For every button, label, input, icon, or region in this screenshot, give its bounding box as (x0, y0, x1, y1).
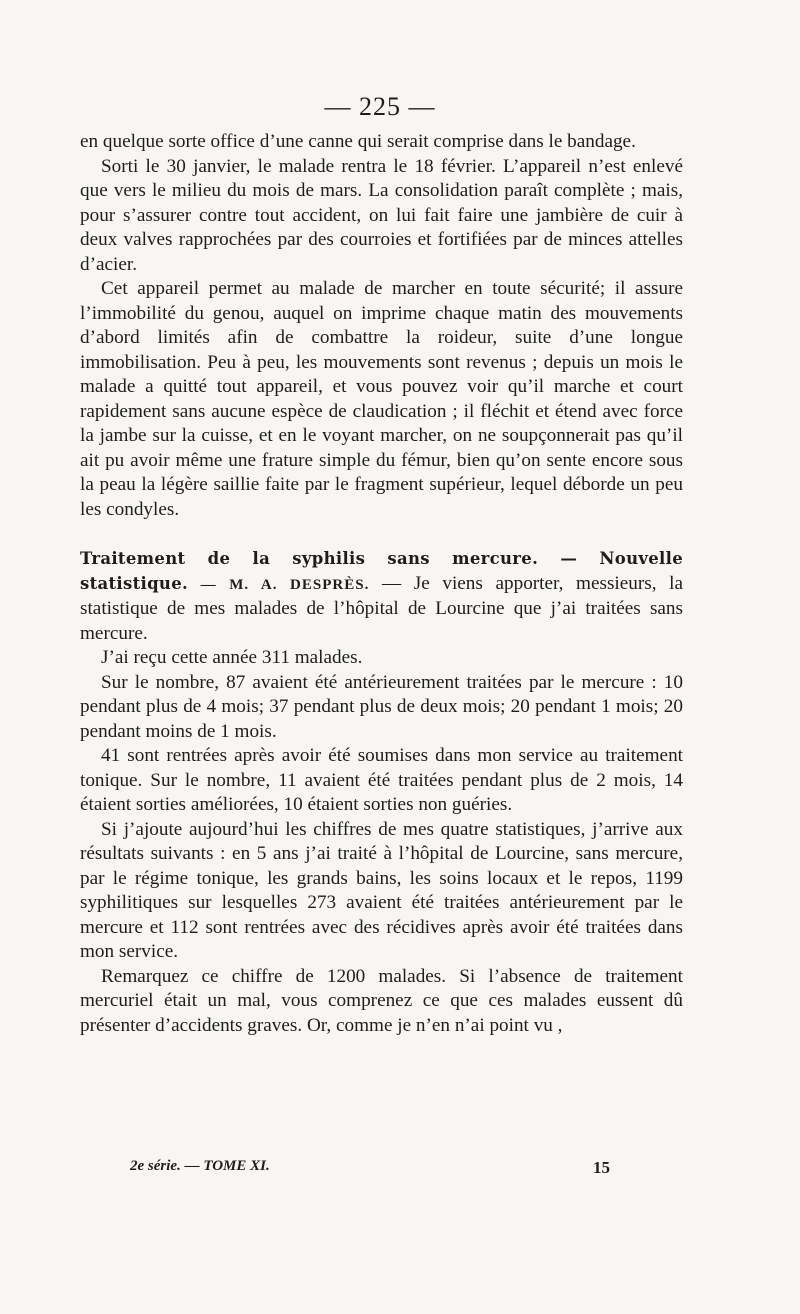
paragraph: Cet appareil permet au malade de marcher en toute sécurité; il assure l’immobilité du genou, auquel on imprime chaque matin des mouvements d’abord limités afin de combattre la roideur, suite d’une longue immobilisation. Peu à peu, les mouvements sont revenus ; depuis un mois le malade a quitté tout appareil, et vous pouvez voir qu’il marche et court rapidement sans aucune espèce de claudication ; il fléchit et étend avec force la jambe sur la cuisse, et en le voyant marcher, on ne soupçonnerait pas qu’il ait pu avoir même une frature simple du fémur, bien qu’on sente encore sous la peau la légère saillie faite par le fragment supérieur, lequel déborde un peu les condyles. (80, 278, 683, 520)
paragraph: Si j’ajoute aujourd’hui les chiffres de mes quatre statistiques, j’arrive aux résultats suivants : en 5 ans j’ai traité à l’hôpital de Lourcine, sans mercure, par le régime tonique, les grands bains, les soins locaux et le repos, 1199 syphilitiques sur lesquelles 273 avaient été traitées antérieurement par le mercure et 112 sont rentrées avec des récidives après avoir été traitées dans mon service. (80, 818, 683, 962)
section-lead-text: — Je viens apporter, messieurs, la statistique de mes malades de l’hôpital de Lourcine que j’ai traitées sans mercure. (80, 572, 683, 644)
paragraph: Sorti le 30 janvier, le malade rentra le 18 février. L’appareil n’est enlevé que vers le milieu du mois de mars. La consolidation paraît complète ; mais, pour s’assurer contre tout accident, on lui fait faire une jambière de cuir à deux valves rapprochées par des courroies et fortifiées par de minces attelles d’acier. (80, 155, 683, 275)
paragraph: Sur le nombre, 87 avaient été antérieurement traitées par le mercure : 10 pendant plus de 4 mois; 37 pendant plus de deux mois; 20 pendant 1 mois; 20 pendant moins de 1 mois. (80, 671, 683, 742)
body-text (80, 130, 683, 1038)
page-number: — 225 — (324, 92, 436, 121)
section-heading-paragraph (80, 547, 683, 646)
paragraph: 41 sont rentrées après avoir été soumises dans mon service au traitement tonique. Sur le nombre, 11 avaient été traitées pendant plus de 2 mois, 14 étaient sorties améliorées, 10 étaient sorties non guéries. (80, 745, 683, 815)
footer-sheet-number: 15 (593, 1158, 610, 1177)
section-author: — M. A. DESPRÈS. (200, 576, 370, 593)
paragraph: J’ai reçu cette année 311 malades. (101, 647, 363, 668)
section (80, 547, 683, 1038)
page-footer (130, 1158, 610, 1175)
paragraph: Remarquez ce chiffre de 1200 malades. Si l’absence de traitement mercuriel était un mal, vous comprenez ce que ces malades eussent dû présenter d’accidents graves. Or, comme je n’en n’ai point vu , (80, 965, 683, 1036)
section-title: Traitement de la syphilis sans mercure. — Nouvelle statistique. (80, 549, 683, 593)
footer-signature: 2e série. — TOME XI. (130, 1158, 270, 1174)
paragraph: en quelque sorte office d’une canne qui serait comprise dans le bandage. (80, 131, 636, 152)
